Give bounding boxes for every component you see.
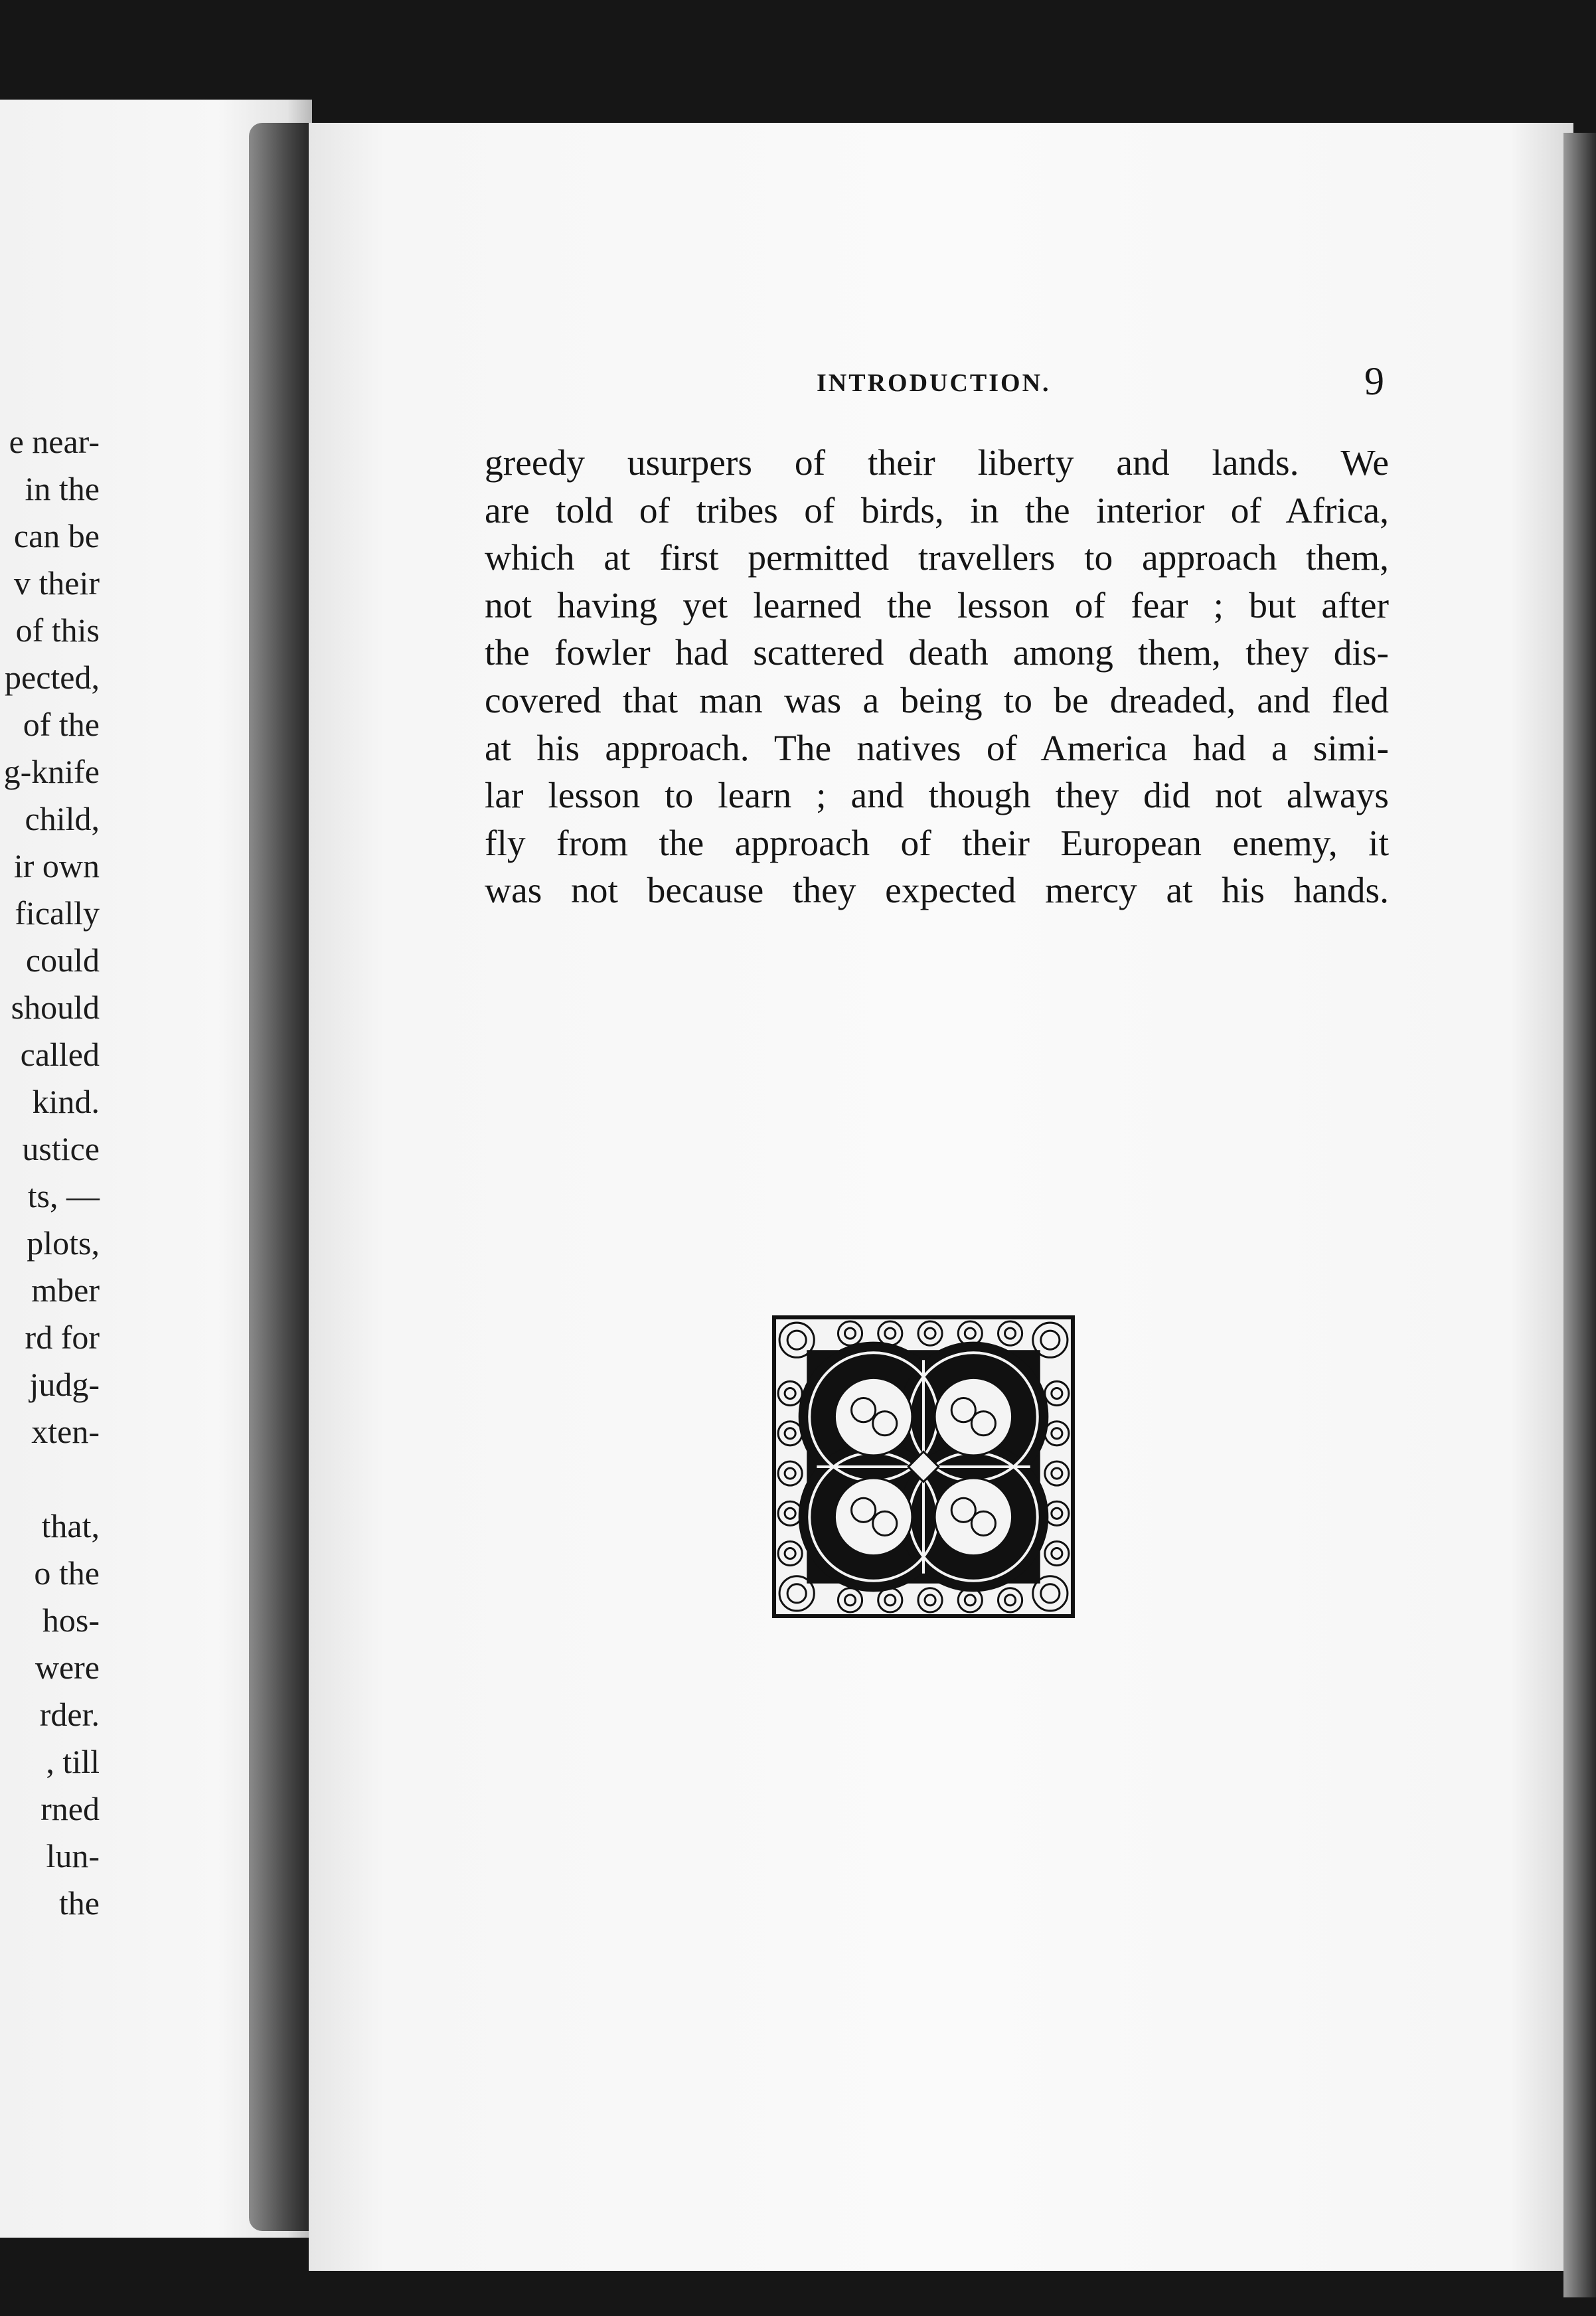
left-text-line: hos- [42,1602,100,1639]
left-text-line: ir own [13,847,100,884]
left-text-line: of this [15,612,100,649]
left-text-line: o the [34,1554,100,1592]
running-head: INTRODUCTION. [817,369,1051,397]
text-line: not having yet learned the lesson of fear ; but after [485,585,1389,626]
left-text-line: pected, [5,659,100,696]
left-text-line: xten- [31,1413,100,1450]
text-line: which at first permitted travellers to approach them, [485,538,1389,579]
body-paragraph [485,440,1389,915]
left-text-line: in the [25,470,100,507]
text-line: fly from the approach of their European enemy, it [485,823,1389,864]
left-text-line: e near- [9,423,100,460]
left-text-line: kind. [32,1083,100,1120]
left-text-line: , till [46,1743,100,1780]
page-number: 9 [1364,359,1384,403]
left-text-line: of the [23,706,100,743]
left-text-line: g-knife [3,753,100,790]
left-text-line: child, [25,800,100,837]
left-text-line: v their [13,564,100,602]
left-text-line: called [20,1036,100,1073]
left-text-line: should [11,989,100,1026]
text-line: lar lesson to learn ; and though they did not always [485,776,1389,817]
left-text-line: could [25,942,100,979]
page-edge-shadow [1563,133,1596,2297]
left-text-line: rd for [25,1319,100,1356]
left-page-text [0,418,100,1927]
celtic-knot-ornament-icon [770,1313,1077,1620]
text-line: was not because they expected mercy at his hands. [485,870,1389,912]
text-line: the fowler had scattered death among them, they dis- [485,633,1389,674]
left-text-line: can be [13,517,100,554]
left-text-line: that, [41,1507,100,1544]
text-line: greedy usurpers of their liberty and lands. We [485,443,1389,483]
text-line: are told of tribes of birds, in the interior of Africa, [485,490,1389,531]
left-text-line: judg- [29,1366,100,1403]
left-text-line: mber [31,1272,100,1309]
left-text-line: were [35,1649,100,1686]
left-text-line: fically [15,894,100,932]
left-text-line [0,1455,100,1503]
left-text-line: rder. [39,1696,100,1733]
text-line: at his approach. The natives of America had a simi- [485,728,1389,769]
left-text-line: lun- [46,1837,100,1874]
left-text-line: the [58,1884,100,1922]
text-line: covered that man was a being to be dreaded, and fled [485,680,1389,721]
left-text-line: plots, [27,1224,100,1262]
left-text-line: ts, — [27,1177,100,1214]
left-text-line: ustice [22,1130,100,1167]
left-text-line: rned [40,1790,100,1827]
